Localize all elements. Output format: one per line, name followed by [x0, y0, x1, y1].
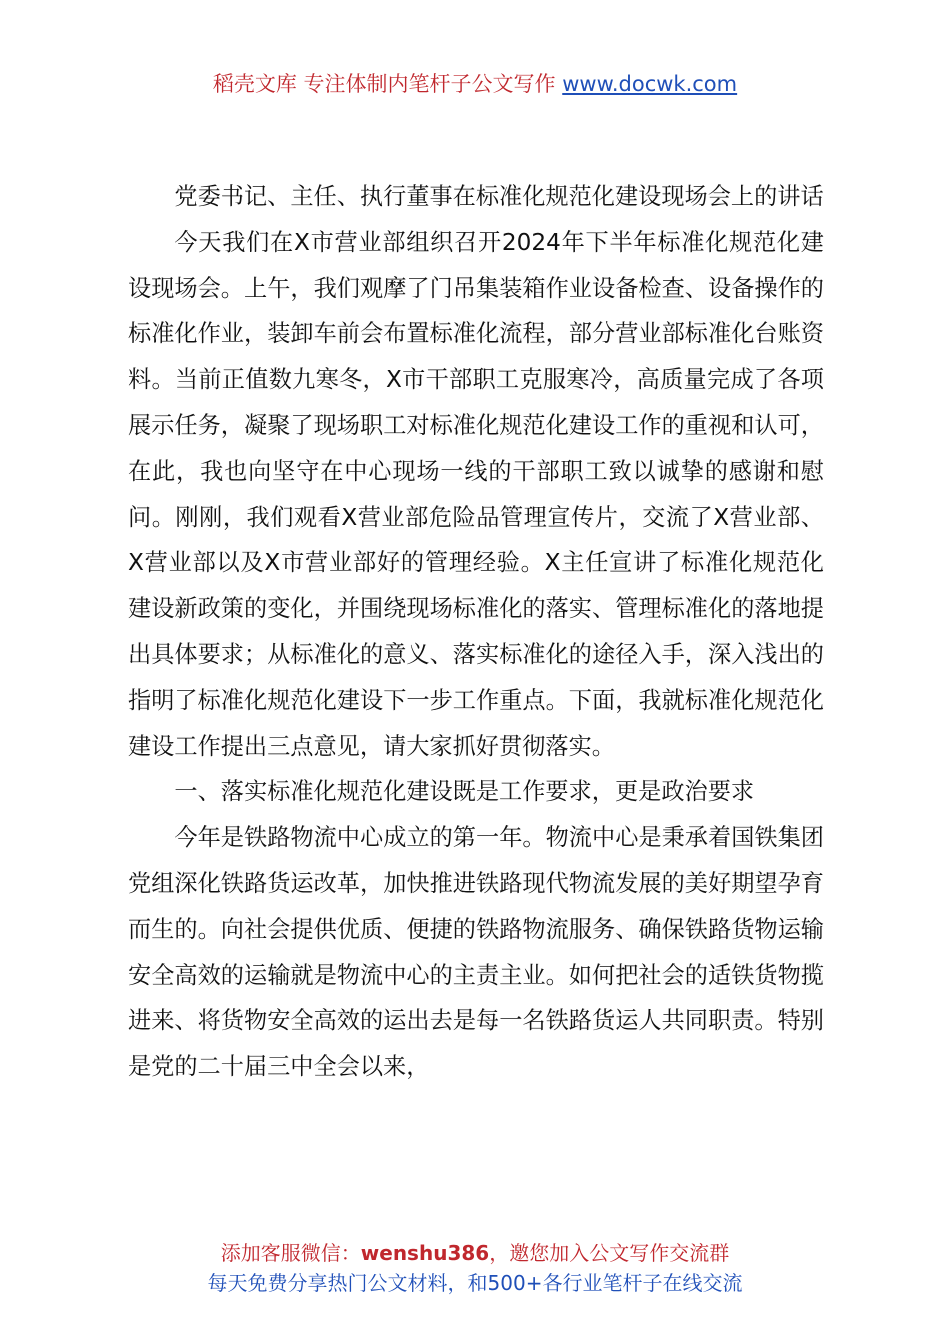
document-title: 党委书记、主任、执行董事在标准化规范化建设现场会上的讲话	[174, 183, 824, 210]
footer-wechat-suffix: ，邀您加入公文写作交流群	[489, 1241, 730, 1265]
section-heading-1: 一、落实标准化规范化建设既是工作要求，更是政治要求	[174, 778, 755, 806]
page-header	[0, 68, 950, 100]
paragraph-intro: 今天我们在X市营业部组织召开2024年下半年标准化规范化建设现场会。上午，我们观摩了门吊集装箱作业设备检查、设备操作的标准化作业，装卸车前会布置标准化流程，部分营业部标准化台账资料。当前正值数九寒冬，X市干部职工克服寒冷，高质量完成了各项展示任务，凝聚了现场职工对标准化规范化建设工作的重视和认可，在此，我也向坚守在中心现场一线的干部职工致以诚挚的感谢和慰问。刚刚，我们观看X营业部危险品管理宣传片，交流了X营业部、X营业部以及X市营业部好的管理经验。X主任宣讲了标准化规范化建设新政策的变化，并围绕现场标准化的落实、管理标准化的落地提出具体要求；从标准化的意义、落实标准化的途径入手，深入浅出的指明了标准化规范化建设下一步工作重点。下面，我就标准化规范化建设工作提出三点意见，请大家抓好贯彻落实。	[128, 228, 824, 760]
footer-wechat-id: wenshu386	[360, 1241, 490, 1265]
header-brand: 稻壳文库 专注体制内笔杆子公文写作	[212, 72, 556, 96]
footer-wechat-prefix: 添加客服微信：	[220, 1241, 361, 1265]
document-body	[128, 174, 824, 1090]
header-url-link[interactable]: www.docwk.com	[562, 72, 738, 96]
footer-wechat-line	[0, 1238, 950, 1268]
paragraph-section-1: 今年是铁路物流中心成立的第一年。物流中心是秉承着国铁集团党组深化铁路货运改革，加快推进铁路现代物流发展的美好期望孕育而生的。向社会提供优质、便捷的铁路物流服务、确保铁路货物运输安全高效的运输就是物流中心的主责主业。如何把社会的适铁货物揽进来、将货物安全高效的运出去是每一名铁路货运人共同职责。特别是党的二十届三中全会以来，	[128, 824, 824, 1081]
page-footer	[0, 1238, 950, 1298]
footer-promo-line: 每天免费分享热门公文材料，和500+各行业笔杆子在线交流	[207, 1271, 743, 1295]
